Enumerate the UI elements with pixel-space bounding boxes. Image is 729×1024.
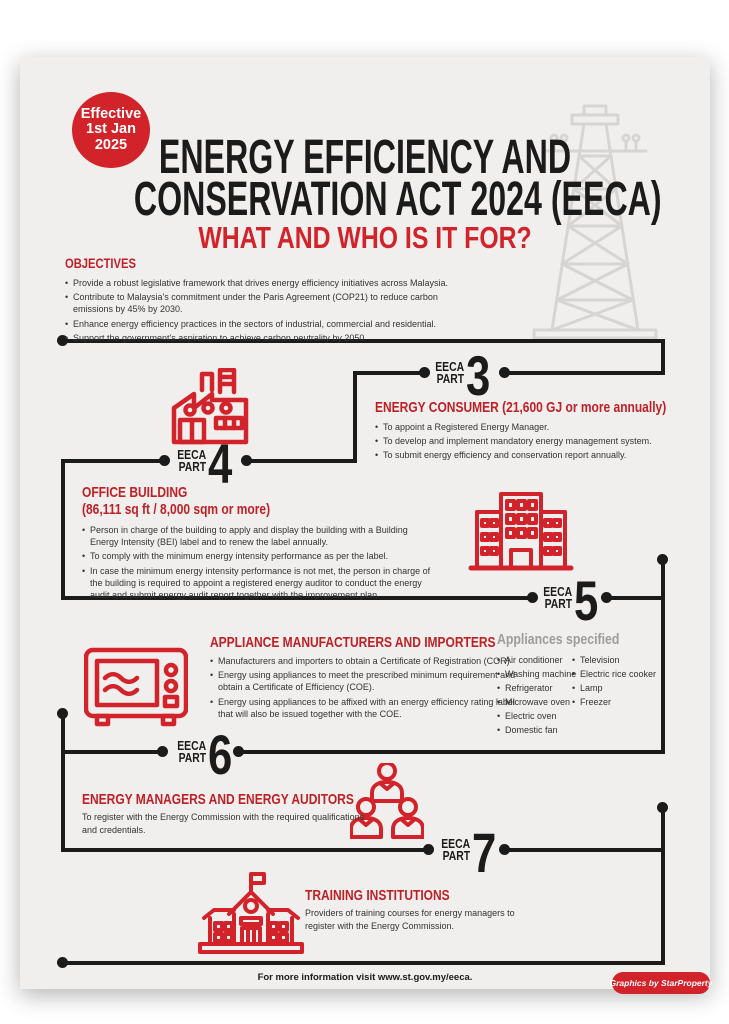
connector-dot bbox=[657, 554, 668, 565]
part3-item: • To appoint a Registered Energy Manager. bbox=[375, 421, 675, 433]
part7-marker bbox=[434, 821, 503, 885]
part4-marker bbox=[170, 432, 239, 496]
part-label: PART bbox=[178, 750, 207, 765]
connector-line bbox=[247, 459, 357, 463]
part5-heading: APPLIANCE MANUFACTURERS AND IMPORTERS bbox=[210, 634, 496, 651]
badge-line1: Effective bbox=[80, 105, 142, 122]
connector-line bbox=[63, 961, 665, 965]
connector-line bbox=[353, 371, 357, 463]
eeca-label: EECA bbox=[177, 447, 207, 463]
part6-heading: ENERGY MANAGERS AND ENERGY AUDITORS bbox=[82, 791, 354, 808]
badge-line2: 1st Jan bbox=[86, 121, 136, 138]
part5-item: • Energy using appliances to meet the prescribed minimum requirement and obtain a Certificate of Efficiency (COE). bbox=[210, 669, 520, 693]
part7-number: 7 bbox=[472, 821, 497, 885]
part3-marker bbox=[428, 344, 497, 408]
part3-list bbox=[375, 421, 675, 464]
badge-line3: 2025 bbox=[94, 136, 128, 153]
connector-dot bbox=[159, 455, 170, 466]
part4-heading-line2: (86,111 sq ft / 8,000 sqm or more) bbox=[82, 501, 271, 518]
connector-dot bbox=[157, 746, 168, 757]
appliance-item: • Washing machine bbox=[497, 668, 576, 682]
connector-line bbox=[605, 596, 665, 600]
appliance-item: • Refrigerator bbox=[497, 682, 576, 696]
connector-line bbox=[661, 806, 665, 965]
microwave-icon bbox=[84, 642, 188, 730]
objective-item: • Enhance energy efficiency practices in the sectors of industrial, commercial and residential. bbox=[65, 318, 475, 330]
connector-line bbox=[61, 459, 65, 600]
connector-line bbox=[63, 459, 165, 463]
part5-list bbox=[210, 655, 520, 722]
eeca-label: EECA bbox=[543, 584, 573, 600]
appliances-col1 bbox=[497, 654, 576, 738]
connector-dot bbox=[423, 844, 434, 855]
part7-heading: TRAINING INSTITUTIONS bbox=[305, 887, 450, 904]
part4-item: • In case the minimum energy intensity performance is not met, the person in charge of the building is required to appoint a registered energy auditor to conduct the energy audit and submit energy audit report together with the improvement plan. bbox=[82, 565, 432, 602]
effective-date-badge bbox=[72, 92, 150, 168]
connector-dot bbox=[57, 708, 68, 719]
connector-line bbox=[353, 371, 429, 375]
part-label: PART bbox=[436, 371, 465, 386]
eeca-label: EECA bbox=[441, 836, 471, 852]
part4-item: • To comply with the minimum energy intensity performance as per the label. bbox=[82, 550, 432, 562]
part-label: PART bbox=[178, 459, 207, 474]
appliance-item: • Air conditioner bbox=[497, 654, 576, 668]
connector-line bbox=[63, 848, 429, 852]
part4-heading-line1: OFFICE BUILDING bbox=[82, 484, 188, 501]
connector-dot bbox=[499, 367, 510, 378]
page-subtitle: WHAT AND WHO IS IT FOR? bbox=[198, 220, 532, 255]
part4-list bbox=[82, 524, 432, 603]
part-label: PART bbox=[442, 848, 471, 863]
page-title-line2: CONSERVATION ACT 2024 (EECA) bbox=[133, 173, 662, 226]
connector-dot bbox=[657, 802, 668, 813]
objective-item: • Contribute to Malaysia's commitment under the Paris Agreement (COP21) to reduce carbon emissions by 45% by 2030. bbox=[65, 291, 475, 315]
appliances-heading: Appliances specified bbox=[497, 631, 620, 648]
connector-line bbox=[61, 712, 65, 852]
connector-dot bbox=[241, 455, 252, 466]
part4-item: • Person in charge of the building to apply and display the building with a Building Energy Intensity (BEI) label and to renew the label annually. bbox=[82, 524, 432, 548]
objectives-list bbox=[65, 277, 475, 346]
objective-item: • Support the government's aspiration to achieve carbon neutrality by 2050. bbox=[65, 332, 475, 344]
office-building-icon bbox=[463, 488, 579, 572]
connector-line bbox=[661, 339, 665, 375]
eeca-label: EECA bbox=[435, 359, 465, 375]
school-icon bbox=[198, 866, 304, 954]
connector-dot bbox=[57, 957, 68, 968]
part5-item: • Energy using appliances to be affixed with an energy efficiency rating label that will also be issued together with the COE. bbox=[210, 696, 520, 720]
part6-marker bbox=[170, 723, 239, 787]
part3-heading: ENERGY CONSUMER (21,600 GJ or more annually) bbox=[375, 399, 667, 416]
part-label: PART bbox=[544, 596, 573, 611]
footer-info: For more information visit www.st.gov.my/eeca. bbox=[257, 972, 473, 983]
part6-number: 6 bbox=[208, 723, 233, 787]
part5-marker bbox=[536, 569, 605, 633]
appliance-item: • Microwave oven bbox=[497, 696, 576, 710]
part5-item: • Manufacturers and importers to obtain a Certificate of Registration (COR) bbox=[210, 655, 520, 667]
page-title-line1: ENERGY EFFICIENCY AND bbox=[158, 131, 572, 184]
objective-item: • Provide a robust legislative framework that drives energy efficiency initiatives across Malaysia. bbox=[65, 277, 475, 289]
part5-number: 5 bbox=[574, 569, 599, 633]
connector-line bbox=[505, 371, 665, 375]
appliance-item: • Electric oven bbox=[497, 710, 576, 724]
part7-text: Providers of training courses for energy managers to register with the Energy Commission. bbox=[305, 908, 515, 931]
appliances-col2 bbox=[572, 654, 656, 710]
connector-line bbox=[661, 558, 665, 754]
part3-item: • To develop and implement mandatory energy management system. bbox=[375, 435, 675, 447]
connector-line bbox=[239, 750, 665, 754]
connector-line bbox=[63, 750, 163, 754]
appliance-item: • Lamp bbox=[572, 682, 656, 696]
part4-number: 4 bbox=[208, 432, 233, 496]
eeca-label: EECA bbox=[177, 738, 207, 754]
part3-item: • To submit energy efficiency and conservation report annually. bbox=[375, 449, 675, 461]
objectives-heading: OBJECTIVES bbox=[65, 255, 136, 271]
appliance-item: • Television bbox=[572, 654, 656, 668]
appliance-item: • Domestic fan bbox=[497, 724, 576, 738]
credit-badge: Graphics by StarProperty bbox=[612, 972, 710, 994]
connector-line bbox=[503, 848, 665, 852]
part6-text: To register with the Energy Commission with the required qualifications and credentials. bbox=[82, 812, 365, 835]
part3-number: 3 bbox=[466, 344, 491, 408]
appliance-item: • Freezer bbox=[572, 696, 656, 710]
appliance-item: • Electric rice cooker bbox=[572, 668, 656, 682]
